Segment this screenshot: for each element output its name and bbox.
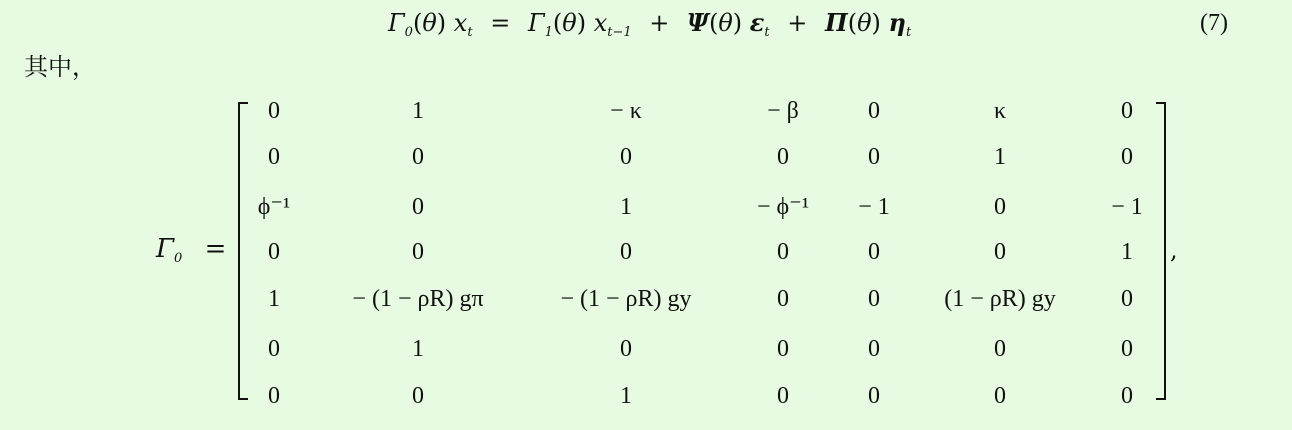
matrix-lhs-symbol: Γ	[156, 234, 175, 264]
matrix-cell: 0	[620, 144, 632, 170]
matrix-cell: − β	[767, 98, 799, 124]
matrix-cell: 1	[994, 144, 1006, 170]
matrix-cell: − 1	[1111, 194, 1143, 220]
matrix-cell: 0	[994, 239, 1006, 265]
matrix-cell: 0	[868, 336, 880, 362]
matrix-lhs: $\Gamma_0$ =	[156, 234, 227, 266]
theta-symbol: θ	[562, 9, 577, 37]
matrix-cell: ϕ⁻¹	[257, 194, 291, 220]
matrix-cell: 0	[268, 336, 280, 362]
matrix-cell: 1	[620, 383, 632, 409]
matrix-cell: 0	[620, 336, 632, 362]
theta-symbol: θ	[422, 9, 437, 37]
matrix-cell: 1	[268, 286, 280, 312]
matrix-cell: 0	[868, 98, 880, 124]
pi-symbol: Π	[825, 8, 848, 37]
matrix-cell: − 1	[858, 194, 890, 220]
matrix-cell: 0	[412, 194, 424, 220]
matrix-cell: 0	[412, 239, 424, 265]
matrix-cell: 0	[1121, 98, 1133, 124]
matrix-cell: 0	[1121, 383, 1133, 409]
matrix-cell: 0	[268, 239, 280, 265]
psi-symbol: Ψ	[687, 8, 709, 37]
matrix-cell: 0	[412, 383, 424, 409]
t-subscript: t	[764, 25, 770, 40]
tm1-subscript: t−1	[607, 25, 632, 40]
gamma1-symbol: Γ	[527, 9, 545, 37]
matrix-cell: 1	[412, 336, 424, 362]
intro-text: 其中，	[24, 53, 96, 81]
matrix-cell: 0	[268, 144, 280, 170]
matrix-cell: − ϕ⁻¹	[756, 194, 810, 220]
theta-symbol: θ	[857, 9, 872, 37]
matrix-cell: 1	[1121, 239, 1133, 265]
matrix-cell: (1 − ρR) gy	[944, 286, 1056, 312]
x-symbol: x	[593, 9, 608, 37]
matrix-left-bracket	[238, 102, 248, 400]
eta-symbol: η	[888, 8, 906, 37]
t-subscript: t	[467, 25, 473, 40]
matrix-cell: 0	[868, 144, 880, 170]
matrix-cell: 0	[777, 286, 789, 312]
matrix-cell: 0	[994, 383, 1006, 409]
matrix-cell: − κ	[610, 98, 642, 124]
equation-7	[0, 0, 1292, 48]
equation-number: (7)	[1200, 10, 1228, 36]
matrix-cell: 0	[268, 383, 280, 409]
matrix-cell: 0	[1121, 144, 1133, 170]
matrix-lhs-subscript: 0	[174, 251, 183, 266]
epsilon-symbol: ε	[749, 8, 765, 37]
matrix-cell: 0	[868, 286, 880, 312]
t-subscript: t	[905, 25, 912, 40]
x-symbol: x	[453, 9, 468, 37]
matrix-cell: 0	[777, 383, 789, 409]
matrix-cell: 0	[868, 239, 880, 265]
matrix-cell: 1	[620, 194, 632, 220]
gamma1-subscript: 1	[544, 25, 553, 40]
matrix-cell: − (1 − ρR) gπ	[352, 286, 484, 312]
matrix-cell: 0	[268, 98, 280, 124]
matrix-cell: 0	[1121, 336, 1133, 362]
gamma0-symbol: Γ	[388, 9, 405, 37]
matrix-cell: 0	[777, 239, 789, 265]
matrix-cell: 0	[777, 144, 789, 170]
gamma0-subscript: 0	[404, 25, 413, 40]
matrix-trailing-comma: ,	[1170, 236, 1178, 264]
matrix-right-bracket	[1156, 102, 1166, 400]
matrix-cell: 0	[620, 239, 632, 265]
theta-symbol: θ	[718, 9, 733, 37]
matrix-cell: 0	[994, 194, 1006, 220]
matrix-cell: 0	[1121, 286, 1133, 312]
matrix-cell: 0	[777, 336, 789, 362]
matrix-cell: − (1 − ρR) gy	[560, 286, 692, 312]
equation-body: $\Gamma_0(\theta) x_t = \Gamma_1(\theta) x_{t-1} + \Psi(\theta) \varepsilon_t + \Pi(\theta)$ $\eta_t$	[388, 8, 912, 40]
matrix-cell: 0	[868, 383, 880, 409]
matrix-cell: 0	[994, 336, 1006, 362]
matrix-cell: 0	[412, 144, 424, 170]
matrix-cell: κ	[993, 98, 1007, 124]
matrix-cell: 1	[412, 98, 424, 124]
